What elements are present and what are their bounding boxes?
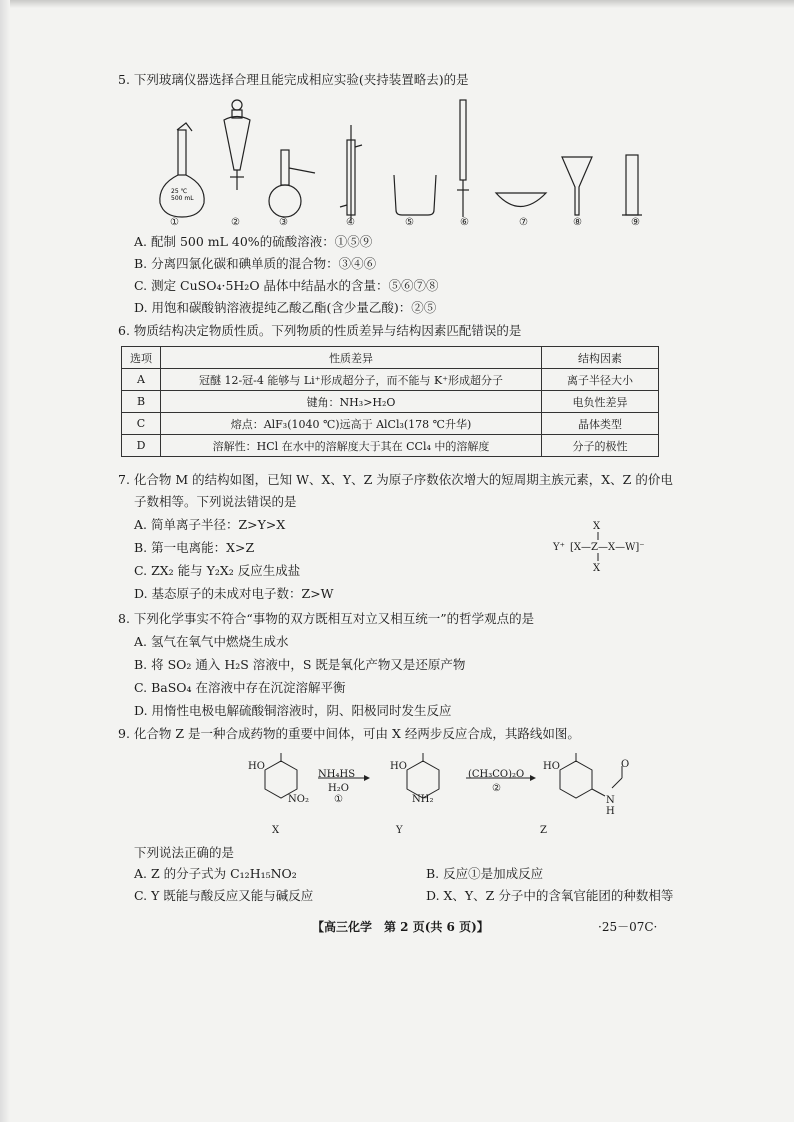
q6-cell: 溶解性：HCl 在水中的溶解度大于其在 CCl₄ 中的溶解度: [161, 435, 542, 457]
exam-code: ·25－07C·: [598, 920, 658, 934]
q7-option-c: C. ZX₂ 能与 Y₂X₂ 反应生成盐: [134, 563, 301, 578]
q5-option-b: B. 分离四氯化碳和碘单质的混合物：③④⑥: [134, 256, 377, 271]
q6-cell: 电负性差异: [542, 391, 659, 413]
q6-cell: 冠醚 12-冠-4 能够与 Li⁺形成超分子，而不能与 K⁺形成超分子: [161, 369, 542, 391]
step-2-label: ②: [492, 783, 501, 794]
compound-label-x: X: [272, 825, 280, 836]
q6-stem: 6. 物质结构决定物质性质。下列物质的性质差异与结构因素匹配错误的是: [118, 323, 522, 338]
x-no2-group: NO₂: [288, 794, 309, 805]
distillation-flask-icon: [269, 150, 315, 217]
q6-cell: 键角：NH₃>H₂O: [161, 391, 542, 413]
z-ho-group: HO: [543, 761, 560, 772]
volumetric-flask-icon: [160, 123, 204, 217]
q6-cell: A: [122, 369, 161, 391]
condenser-icon: [340, 125, 362, 220]
q8-option-b: B. 将 SO₂ 通入 H₂S 溶液中，S 既是氧化产物又是还原产物: [134, 657, 466, 672]
q8-option-c: C. BaSO₄ 在溶液中存在沉淀溶解平衡: [134, 680, 346, 695]
q8-option-d: D. 用惰性电极电解硫酸铜溶液时，阴、阳极同时发生反应: [134, 703, 452, 718]
y-nh2-group: NH₂: [412, 794, 434, 805]
z-n-atom: N: [606, 795, 615, 806]
graduated-cylinder-icon: [622, 155, 642, 215]
q6-cell: D: [122, 435, 161, 457]
q8-option-a: A. 氢气在氧气中燃烧生成水: [134, 634, 289, 649]
q6-cell: B: [122, 391, 161, 413]
glass-number: ⑧: [573, 217, 582, 228]
q9-option-a: A. Z 的分子式为 C₁₂H₁₅NO₂: [134, 866, 297, 881]
reagent-2: (CH₃CO)₂O: [468, 769, 525, 780]
q6-cell: 晶体类型: [542, 413, 659, 435]
beaker-icon: [394, 175, 436, 215]
glass-number: ⑦: [519, 217, 528, 228]
reagent-1: NH₄HS: [318, 769, 356, 780]
q6-cell: C: [122, 413, 161, 435]
q5-option-a: A. 配制 500 mL 40%的硫酸溶液：①⑤⑨: [134, 234, 373, 249]
glass-number: ④: [346, 217, 355, 228]
q7-stem-line2: 子数相等。下列说法错误的是: [134, 494, 297, 509]
q7-option-d: D. 基态原子的未成对电子数：Z>W: [134, 586, 334, 601]
q6-cell: 离子半径大小: [542, 369, 659, 391]
page-footer: 【高三化学 第 2 页(共 6 页)】: [312, 920, 489, 934]
q6-cell: 熔点：AlF₃(1040 ℃)远高于 AlCl₃(178 ℃升华): [161, 413, 542, 435]
q5-stem: 5. 下列玻璃仪器选择合理且能完成相应实验(夹持装置略去)的是: [118, 72, 469, 87]
glass-number: ①: [170, 217, 179, 228]
q6-header: 选项: [122, 347, 161, 369]
scan-left-edge: [0, 0, 10, 1122]
separatory-funnel-icon: [224, 100, 250, 190]
q9-option-d: D. X、Y、Z 分子中的含氧官能团的种数相等: [426, 888, 674, 903]
glass-number: ⑤: [405, 217, 414, 228]
q8-stem: 8. 下列化学事实不符合“事物的双方既相互对立又相互统一”的哲学观点的是: [118, 611, 535, 626]
compound-label-y: Y: [396, 825, 403, 836]
q7-option-b: B. 第一电离能：X>Z: [134, 540, 255, 555]
q9-option-b: B. 反应①是加成反应: [426, 866, 544, 881]
flask-label: 25 ℃ 500 mL: [171, 188, 194, 202]
q9-stem: 9. 化合物 Z 是一种合成药物的重要中间体，可由 X 经两步反应合成，其路线如图。: [118, 726, 580, 741]
glass-number: ⑨: [631, 217, 640, 228]
m-structure-top: X: [593, 521, 601, 532]
m-structure-bonds: [595, 530, 601, 564]
q6-table: [121, 346, 659, 457]
step-1-label: ①: [334, 794, 343, 805]
y-ho-group: HO: [390, 761, 407, 772]
evaporating-dish-icon: [496, 193, 546, 207]
funnel-icon: [562, 157, 592, 215]
glassware-figure: [150, 95, 650, 230]
q6-header: 性质差异: [161, 347, 542, 369]
q9-prompt: 下列说法正确的是: [134, 845, 235, 860]
q6-header: 结构因素: [542, 347, 659, 369]
m-structure-bottom: X: [593, 563, 601, 574]
x-ho-group: HO: [248, 761, 265, 772]
z-h-atom: H: [606, 806, 615, 817]
z-carbonyl-o: O: [621, 759, 630, 770]
q6-cell: 分子的极性: [542, 435, 659, 457]
q7-option-a: A. 简单离子半径：Z>Y>X: [134, 517, 286, 532]
q5-option-c: C. 测定 CuSO₄·5H₂O 晶体中结晶水的含量：⑤⑥⑦⑧: [134, 278, 439, 293]
q9-option-c: C. Y 既能与酸反应又能与碱反应: [134, 888, 314, 903]
reagent-1-solvent: H₂O: [328, 783, 349, 794]
scan-top-edge: [0, 0, 794, 8]
m-structure-row: [X—Z—X—W]⁻: [570, 542, 645, 553]
q7-stem-line1: 7. 化合物 M 的结构如图，已知 W、X、Y、Z 为原子序数依次增大的短周期主族元素，X、Z 的价电: [118, 472, 673, 487]
q5-option-d: D. 用饱和碳酸钠溶液提纯乙酸乙酯(含少量乙酸)：②⑤: [134, 300, 437, 315]
m-structure-cation: Y⁺: [553, 542, 565, 553]
glass-number: ②: [231, 217, 240, 228]
glass-number: ⑥: [460, 217, 469, 228]
glass-number: ③: [279, 217, 288, 228]
compound-label-z: Z: [540, 825, 547, 836]
burette-icon: [457, 100, 469, 217]
